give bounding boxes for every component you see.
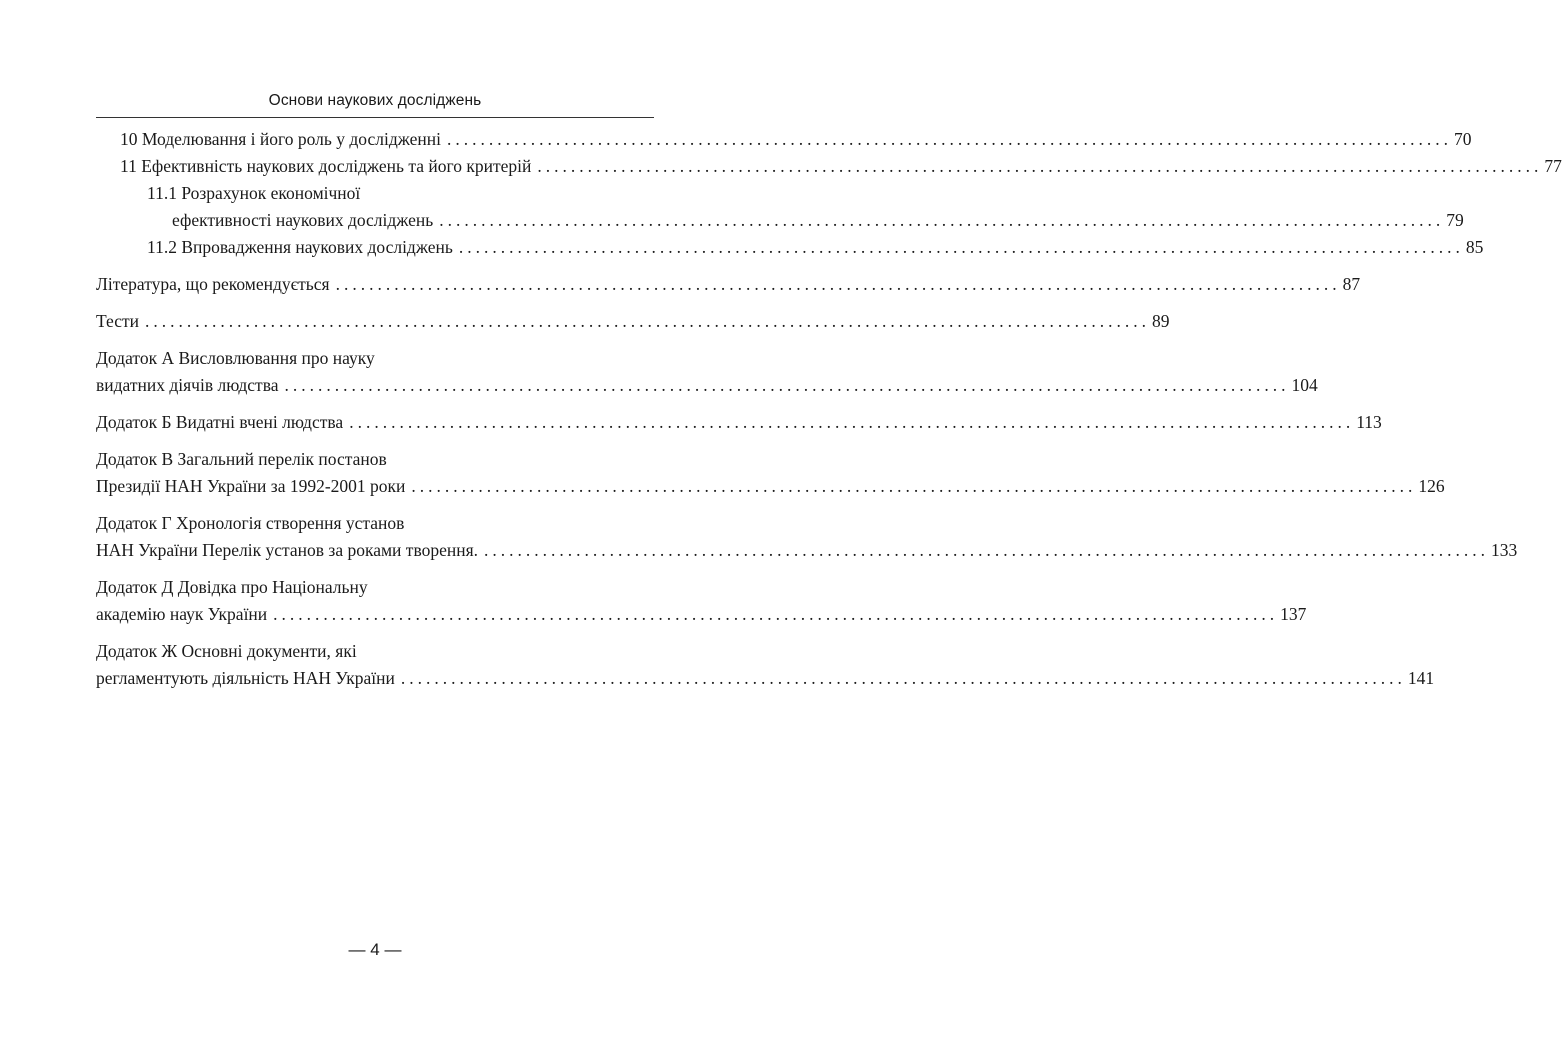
toc-page-number: 104 <box>1291 375 1318 395</box>
toc-leader-dots: ........................................................................................................................ <box>349 412 1355 432</box>
toc-entry[interactable] <box>96 271 1361 298</box>
toc-leader-dots: ........................................................................................................................ <box>145 311 1151 331</box>
toc-entry[interactable] <box>96 510 1518 564</box>
toc-entry[interactable] <box>96 409 1382 436</box>
toc-page-number: 113 <box>1356 412 1382 432</box>
toc-page-number: 85 <box>1465 237 1484 257</box>
toc-entry[interactable] <box>96 126 1472 153</box>
toc-leader-dots: ........................................................................................................................ <box>411 476 1417 496</box>
toc-leader-dots: ........................................................................................................................ <box>273 604 1279 624</box>
toc-page-number: 87 <box>1342 274 1361 294</box>
toc-leader-dots: ........................................................................................................................ <box>439 210 1445 230</box>
toc-entry[interactable] <box>96 153 1562 180</box>
header-rule <box>96 117 654 118</box>
toc-entry-title: 10 Моделювання і його роль у дослідженні <box>120 129 441 149</box>
toc-entry-title-continued: регламентують діяльність НАН України <box>96 668 395 688</box>
toc-entry-title-continued: видатних діячів людства <box>96 375 279 395</box>
toc-leader-dots: ........................................................................................................................ <box>400 668 1406 688</box>
toc-leader-dots: ........................................................................................................................ <box>458 237 1464 257</box>
toc-entry-title-continued: академію наук України <box>96 604 268 624</box>
table-of-contents <box>96 126 1562 692</box>
toc-entry-title: Тести <box>96 311 140 331</box>
toc-page-number: 77 <box>1544 156 1562 176</box>
toc-entry-title: 11.1 Розрахунок економічної <box>147 183 361 203</box>
toc-page-number: 133 <box>1491 540 1518 560</box>
toc-leader-dots: ........................................................................................................................ <box>284 375 1290 395</box>
toc-page-number: 89 <box>1152 311 1170 331</box>
toc-entry-title-continued: НАН України Перелік установ за роками творення. <box>96 540 479 560</box>
toc-page-number: 70 <box>1453 129 1472 149</box>
toc-entry[interactable] <box>96 234 1484 261</box>
toc-entry-title: Додаток Б Видатні вчені людства <box>96 412 344 432</box>
toc-entry-title: Додаток Д Довідка про Національну <box>96 577 368 597</box>
toc-page-number: 126 <box>1418 476 1445 496</box>
toc-leader-dots: ........................................................................................................................ <box>537 156 1543 176</box>
toc-entry-title: Література, що рекомендується <box>96 274 330 294</box>
toc-entry-title: 11 Ефективність наукових досліджень та його критерій <box>120 156 532 176</box>
toc-entry-title: Додаток В Загальний перелік постанов <box>96 449 387 469</box>
toc-entry-title: Додаток А Висловлювання про науку <box>96 348 375 368</box>
toc-page-number: 79 <box>1446 210 1464 230</box>
toc-page-number: 137 <box>1280 604 1307 624</box>
toc-entry[interactable] <box>96 574 1307 628</box>
toc-entry-title: Додаток Ж Основні документи, які <box>96 641 357 661</box>
toc-page-number: 141 <box>1407 668 1435 688</box>
toc-entry[interactable] <box>96 308 1170 335</box>
toc-entry-title-continued: ефективності наукових досліджень <box>172 210 434 230</box>
toc-leader-dots: ........................................................................................................................ <box>335 274 1341 294</box>
toc-leader-dots: ........................................................................................................................ <box>446 129 1452 149</box>
page-number: — 4 — <box>348 940 402 959</box>
toc-entry-title: 11.2 Впровадження наукових досліджень <box>147 237 453 257</box>
toc-entry[interactable] <box>96 180 1464 234</box>
toc-entry[interactable] <box>96 638 1435 692</box>
toc-leader-dots: ........................................................................................................................ <box>484 540 1490 560</box>
toc-entry-title: Додаток Г Хронологія створення установ <box>96 513 405 533</box>
running-title: Основи наукових досліджень <box>268 92 482 109</box>
toc-entry[interactable] <box>96 446 1445 500</box>
toc-entry-title-continued: Президії НАН України за 1992-2001 роки <box>96 476 406 496</box>
toc-entry[interactable] <box>96 345 1318 399</box>
